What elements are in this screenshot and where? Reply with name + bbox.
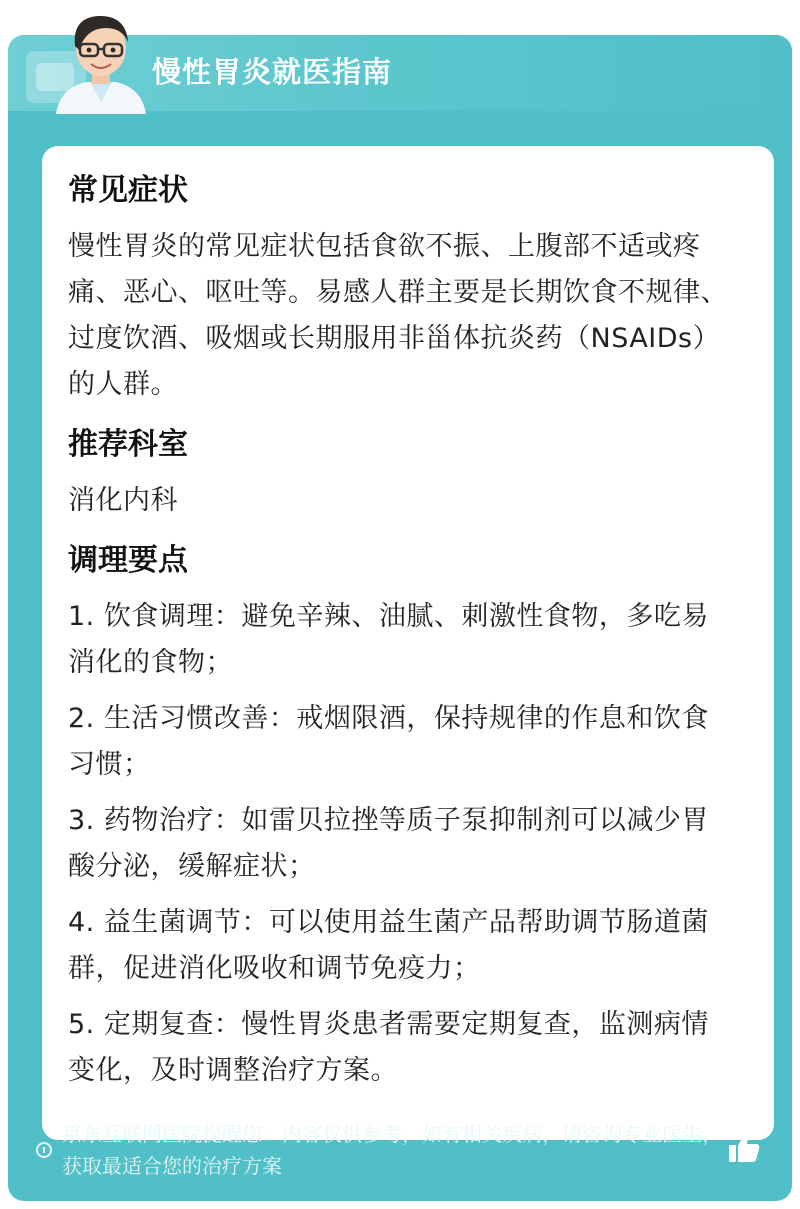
list-item: 5. 定期复查：慢性胃炎患者需要定期复查，监测病情变化，及时调整治疗方案。 xyxy=(68,1009,709,1086)
page-title: 慢性胃炎就医指南 xyxy=(152,55,393,89)
footer-disclaimer xyxy=(36,1118,792,1188)
department-text: 消化内科 xyxy=(68,485,178,516)
list-item: 4. 益生菌调节：可以使用益生菌产品帮助调节肠道菌群，促进消化吸收和调节免疫力； xyxy=(68,907,709,984)
list-item: 3. 药物治疗：如雷贝拉挫等质子泵抑制剂可以减少胃酸分泌，缓解症状； xyxy=(68,805,709,882)
section-title-symptoms: 常见症状 xyxy=(68,173,188,208)
guide-card xyxy=(8,35,792,1201)
list-item: 1. 饮食调理：避免辛辣、油腻、刺激性食物，多吃易消化的食物； xyxy=(68,601,709,678)
section-title-department: 推荐科室 xyxy=(68,427,188,462)
content-body xyxy=(68,168,734,1104)
footer-text: 京东互联网医院提醒您：内容仅供参考，如有相关疾病，请咨询专业医生，获取最适合您的治疗方案 xyxy=(62,1122,722,1178)
doctor-avatar xyxy=(46,6,156,114)
info-icon xyxy=(36,1142,52,1158)
list-item: 2. 生活习惯改善：戒烟限酒，保持规律的作息和饮食习惯； xyxy=(68,703,709,780)
thumbs-up-icon[interactable] xyxy=(726,1130,762,1166)
symptoms-text: 慢性胃炎的常见症状包括食欲不振、上腹部不适或疼痛、恶心、呕吐等。易感人群主要是长期饮食不规律、过度饮酒、吸烟或长期服用非甾体抗炎药（NSAIDs）的人群。 xyxy=(68,231,728,400)
content-panel xyxy=(42,146,774,1140)
section-title-care: 调理要点 xyxy=(68,543,188,578)
